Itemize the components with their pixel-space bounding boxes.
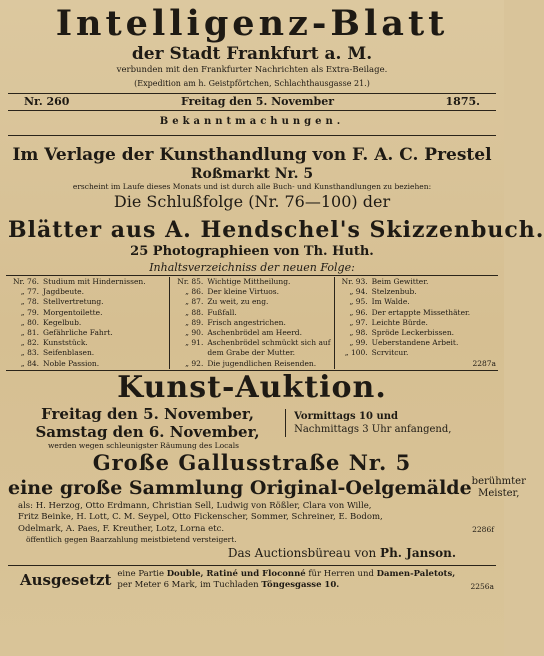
- ad-prestel-photos: 25 Photographieen von Th. Huth.: [130, 244, 374, 259]
- auction-time-1: Vormittags 10 und: [294, 410, 398, 422]
- artist-line: Odelmark, A. Paes, F. Kreuther, Lotz, Lorna etc.: [18, 523, 225, 534]
- toc-entry-title: dem Grabe der Mutter.: [207, 348, 296, 358]
- toc-entry-title: Die jugendlichen Reisenden.: [207, 358, 317, 368]
- auction-bureau: [8, 545, 496, 561]
- ad-text-bold: Damen-Paletots,: [376, 569, 456, 580]
- toc-column-1: [6, 277, 169, 369]
- ad-text: eine Partie: [117, 569, 164, 580]
- auction-date-2: Samstag den 6. November,: [35, 422, 260, 441]
- divider: [8, 135, 496, 136]
- toc-entry-title: Frisch angestrichen.: [207, 317, 286, 327]
- toc-entry-number: „ 91.: [185, 338, 204, 348]
- auction-note: werden wegen schleunigster Räumung des Locals: [48, 440, 240, 450]
- toc-entry-number: „ 86.: [185, 287, 204, 297]
- toc-entry: [9, 287, 166, 297]
- toc-entry-title: Beim Gewitter.: [371, 277, 429, 286]
- toc-entry-title: Im Walde.: [371, 297, 410, 307]
- toc-entry-title: Fußfall.: [207, 307, 237, 317]
- toc-entry-number: „ 98.: [349, 328, 368, 338]
- toc-entry-title: Noble Passion.: [43, 358, 100, 368]
- toc-entry: [338, 287, 495, 297]
- toc-entry-title: Stelzenbub.: [371, 287, 417, 297]
- toc-entry-number: „ 83.: [20, 348, 39, 358]
- ad-ausgesetzt-headline: Ausgesetzt: [20, 571, 112, 590]
- artist-line: Fritz Beinke, H. Lott, C. M. Seypel, Otto Fickenscher, Sommer, Schreiner, E. Bodom,: [18, 512, 383, 523]
- toc-entry-number: „ 88.: [185, 307, 204, 317]
- toc-entry-number: „ 97.: [349, 317, 368, 327]
- ad-kunst-auktion: [8, 369, 526, 562]
- auction-collection-title: eine große Sammlung Original-Oelgemälde: [8, 476, 472, 499]
- toc-entry-title: Der ertappte Missethäter.: [371, 307, 471, 317]
- toc-entry-title: Zu weit, zu eng.: [207, 297, 269, 307]
- toc-entry: [173, 359, 330, 369]
- toc-entry: [173, 338, 330, 348]
- toc-entry: [9, 359, 166, 369]
- toc-entry: [338, 328, 495, 338]
- auction-dates: [8, 405, 496, 441]
- toc-entry: [9, 328, 166, 338]
- issue-date: Freitag den 5. November: [180, 95, 335, 108]
- auction-collection: [8, 475, 526, 501]
- masthead-expedition: (Expedition am h. Geistpförtchen, Schlachthausgasse 21.): [134, 79, 370, 88]
- auction-address: Große Gallusstraße Nr. 5: [92, 449, 412, 475]
- toc-entry: [338, 348, 495, 358]
- ad-prestel-address: Roßmarkt Nr. 5: [190, 166, 314, 182]
- toc-entry-number: „ 90.: [185, 328, 204, 338]
- toc-entry: [173, 328, 330, 338]
- masthead-tagline: verbunden mit den Frankfurter Nachrichten als Extra-Beilage.: [116, 65, 388, 75]
- toc-entry-title: Aschenbrödel am Heerd.: [207, 328, 302, 338]
- toc-entry-title: Spröde Leckerbissen.: [371, 328, 455, 338]
- toc-entry-number: „ 82.: [20, 338, 39, 348]
- section-heading: Bekanntmachungen.: [159, 116, 345, 127]
- toc-entry: [173, 308, 330, 318]
- toc-entry: [338, 277, 495, 287]
- toc-entry-title: Morgentoilette.: [43, 307, 103, 317]
- auction-bureau-label: Das Auctionsbüreau von: [227, 546, 377, 561]
- ad-code: 2256a: [470, 582, 494, 592]
- toc-entry-title: Kunststück.: [43, 338, 88, 348]
- masthead-title: Intelligenz-Blatt: [55, 3, 449, 44]
- toc-column-2: [169, 277, 333, 369]
- ad-text: per Meter 6 Mark, im Tuchladen: [117, 580, 259, 591]
- toc-entry-title: Kegelbub.: [43, 317, 82, 327]
- toc-column-3: [334, 277, 498, 369]
- toc-entry: [9, 277, 166, 287]
- toc-entry-number: „ 87.: [185, 297, 204, 307]
- dateline: [8, 93, 496, 111]
- auction-bureau-name: Ph. Janson.: [380, 546, 456, 561]
- toc-entry-number: „ 96.: [349, 307, 368, 317]
- toc-entry: [173, 297, 330, 307]
- toc-entry-title: Gefährliche Fahrt.: [43, 328, 113, 338]
- toc-entry: [338, 338, 495, 348]
- toc-entry-title: Scrvitcur.: [371, 348, 409, 358]
- toc-entry: [9, 348, 166, 358]
- toc-entry-number: „ 81.: [20, 328, 39, 338]
- ad-text: für Herren und: [308, 569, 374, 580]
- artist-line: als: H. Herzog, Otto Erdmann, Christian Sell, Ludwig von Rößler, Clara von Wille,: [18, 500, 372, 511]
- toc-entry: [9, 308, 166, 318]
- toc-entry-number: „ 94.: [349, 287, 368, 297]
- toc-entry-number: Nr. 76.: [12, 277, 39, 286]
- ad-code: 2286f: [472, 524, 494, 534]
- toc-entry: [173, 277, 330, 287]
- toc-entry: [338, 297, 495, 307]
- toc-entry-title: Stellvertretung.: [43, 297, 104, 307]
- ad-text-bold: Double, Ratiné und Floconné: [166, 569, 306, 580]
- toc-entry: [9, 318, 166, 328]
- table-of-contents: [6, 275, 498, 371]
- toc-entry-title: Jagdbeute.: [43, 287, 84, 297]
- toc-entry-number: [173, 348, 207, 358]
- ad-prestel-schluss: Die Schlußfolge (Nr. 76—100) der: [113, 192, 391, 211]
- toc-entry-number: „ 77.: [20, 287, 39, 297]
- toc-entry: [338, 318, 495, 328]
- auction-headline: Kunst-Auktion.: [117, 369, 387, 405]
- ad-code: 2287a: [472, 358, 496, 368]
- ad-ausgesetzt: [8, 565, 496, 591]
- toc-entry-number: „ 80.: [20, 317, 39, 327]
- toc-entry-number: Nr. 85.: [177, 277, 204, 286]
- toc-entry: [173, 287, 330, 297]
- auction-terms: öffentlich gegen Baarzahlung meistbietend versteigert.: [26, 535, 237, 545]
- toc-entry-title: Studium mit Hindernissen.: [43, 277, 146, 286]
- toc-entry-number: „ 100.: [344, 348, 368, 358]
- ad-prestel-toc-heading: Inhaltsverzeichniss der neuen Folge:: [149, 261, 355, 274]
- issue-number: Nr. 260: [24, 95, 70, 108]
- toc-entry: [338, 308, 495, 318]
- toc-entry-title: Seifenblasen.: [43, 348, 95, 358]
- toc-entry: [9, 338, 166, 348]
- ad-prestel-book-title: Blätter aus A. Hendschel's Skizzenbuch.: [8, 217, 544, 243]
- toc-entry-number: Nr. 93.: [341, 277, 368, 286]
- divider: [285, 409, 286, 437]
- ad-prestel-verlag: Im Verlage der Kunsthandlung von F. A. C. Prestel: [12, 145, 492, 165]
- ad-prestel: [8, 144, 544, 371]
- toc-entry-number: „ 99.: [349, 338, 368, 348]
- auction-collection-meister: berühmter Meister,: [471, 475, 526, 499]
- toc-entry-number: „ 79.: [20, 307, 39, 317]
- toc-entry-title: Ueberstandene Arbeit.: [371, 338, 459, 348]
- auction-time-2: Nachmittags 3 Uhr anfangend,: [294, 423, 452, 435]
- toc-entry: [9, 297, 166, 307]
- toc-entry-title: Wichtige Mittheilung.: [207, 277, 291, 286]
- toc-entry: [173, 318, 330, 328]
- ad-prestel-note: erscheint im Laufe dieses Monats und ist durch alle Buch- und Kunsthandlungen zu beziehen:: [72, 182, 432, 191]
- toc-entry-title: Leichte Bürde.: [371, 317, 428, 327]
- auction-artists: [8, 501, 496, 536]
- toc-entry-number: „ 89.: [185, 317, 204, 327]
- toc-entry-number: „ 78.: [20, 297, 39, 307]
- auction-date-1: Freitag den 5. November,: [41, 404, 254, 423]
- ad-text-bold: Töngesgasse 10.: [261, 580, 340, 591]
- toc-entry-title: Aschenbrödel schmückt sich auf: [207, 338, 331, 348]
- toc-entry-number: „ 92.: [185, 358, 204, 368]
- toc-entry-title: Der kleine Virtuos.: [207, 287, 280, 297]
- toc-entry: [173, 348, 330, 358]
- issue-year: 1875.: [445, 95, 480, 108]
- toc-entry-number: „ 84.: [20, 358, 39, 368]
- masthead-subtitle: der Stadt Frankfurt a. M.: [131, 44, 373, 64]
- toc-entry-number: „ 95.: [349, 297, 368, 307]
